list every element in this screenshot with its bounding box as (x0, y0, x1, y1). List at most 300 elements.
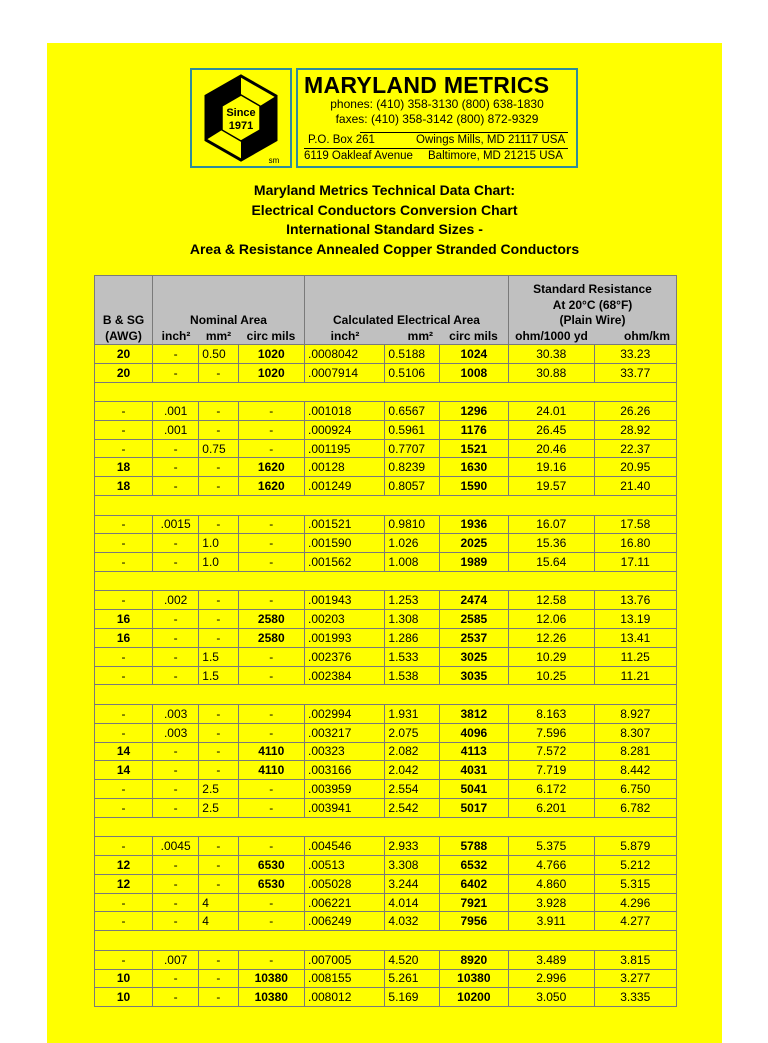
company-info (296, 68, 578, 168)
cell-nominal-mm2: - (199, 950, 238, 969)
cell-nominal-circ-mils: 1020 (238, 345, 304, 364)
cell-awg: - (95, 837, 153, 856)
cell-nominal-inch2: .003 (153, 704, 199, 723)
cell-nominal-inch2: - (153, 798, 199, 817)
cell-ohm-per-1000yd: 30.88 (509, 363, 595, 382)
header-nominal-area (153, 276, 305, 345)
cell-calc-inch2: .005028 (305, 874, 385, 893)
cell-calc-circ-mils: 5788 (439, 837, 508, 856)
cell-nominal-inch2: - (153, 893, 199, 912)
cell-nominal-inch2: - (153, 534, 199, 553)
cell-nominal-mm2: - (199, 363, 238, 382)
cell-calc-mm2: 1.538 (385, 666, 439, 685)
cell-nominal-circ-mils: - (238, 515, 304, 534)
cell-calc-mm2: 5.169 (385, 988, 439, 1007)
cell-awg: 14 (95, 742, 153, 761)
header-calculated-area-text: Calculated Electrical Area (333, 313, 480, 327)
cell-calc-circ-mils: 3812 (439, 704, 508, 723)
po-city: Owings Mills, MD 21117 USA (416, 134, 566, 146)
table-row (95, 629, 677, 648)
cell-calc-circ-mils: 8920 (439, 950, 508, 969)
cell-calc-inch2: .001018 (305, 402, 385, 421)
cell-ohm-per-1000yd: 4.766 (509, 856, 595, 875)
cell-awg: - (95, 591, 153, 610)
cell-calc-inch2: .002376 (305, 647, 385, 666)
cell-nominal-inch2: - (153, 761, 199, 780)
header-nominal-area-text: Nominal Area (190, 313, 267, 327)
cell-nominal-mm2: 0.75 (199, 439, 238, 458)
cell-calc-mm2: 0.6567 (385, 402, 439, 421)
cell-calc-circ-mils: 1936 (439, 515, 508, 534)
cell-calc-circ-mils: 1989 (439, 553, 508, 572)
cell-calc-mm2: 1.931 (385, 704, 439, 723)
conductor-table-body (95, 345, 677, 1007)
conductor-table (94, 275, 677, 1007)
cell-nominal-inch2: .0045 (153, 837, 199, 856)
cell-nominal-mm2: - (199, 742, 238, 761)
cell-ohm-per-km: 11.25 (594, 647, 677, 666)
cell-nominal-circ-mils: - (238, 402, 304, 421)
cell-nominal-mm2: - (199, 969, 238, 988)
cell-nominal-circ-mils: 10380 (238, 988, 304, 1007)
cell-calc-mm2: 4.520 (385, 950, 439, 969)
cell-ohm-per-km: 13.76 (594, 591, 677, 610)
cell-calc-inch2: .002994 (305, 704, 385, 723)
spacer-cell (95, 496, 677, 516)
table-row (95, 515, 677, 534)
cell-calc-inch2: .0008042 (305, 345, 385, 364)
cell-nominal-mm2: - (199, 988, 238, 1007)
table-row (95, 666, 677, 685)
cell-nominal-circ-mils: - (238, 553, 304, 572)
spacer-cell (95, 931, 677, 951)
cell-nominal-circ-mils: 2580 (238, 610, 304, 629)
cell-nominal-circ-mils: - (238, 912, 304, 931)
cell-awg: - (95, 893, 153, 912)
spacer-row (95, 817, 677, 837)
cell-awg: 20 (95, 363, 153, 382)
header-ohm-km: ohm/km (623, 328, 670, 343)
spacer-row (95, 685, 677, 705)
logo-emblem (190, 68, 292, 168)
cell-nominal-mm2: - (199, 761, 238, 780)
cell-nominal-mm2: - (199, 477, 238, 496)
cell-nominal-mm2: 1.0 (199, 553, 238, 572)
cell-nominal-mm2: 2.5 (199, 798, 238, 817)
logo-since-text: Since (226, 107, 256, 119)
cell-calc-circ-mils: 1296 (439, 402, 508, 421)
table-row (95, 363, 677, 382)
table-row (95, 950, 677, 969)
title-line-1: Maryland Metrics Technical Data Chart: (253, 182, 516, 198)
cell-awg: 16 (95, 629, 153, 648)
cell-ohm-per-km: 26.26 (594, 402, 677, 421)
cell-calc-mm2: 2.042 (385, 761, 439, 780)
cell-calc-circ-mils: 5041 (439, 780, 508, 799)
cell-nominal-circ-mils: - (238, 780, 304, 799)
cell-nominal-circ-mils: 6530 (238, 874, 304, 893)
cell-calc-inch2: .003959 (305, 780, 385, 799)
cell-nominal-mm2: - (199, 874, 238, 893)
cell-nominal-mm2: - (199, 458, 238, 477)
cell-nominal-inch2: - (153, 458, 199, 477)
cell-calc-inch2: .008155 (305, 969, 385, 988)
cell-calc-circ-mils: 10200 (439, 988, 508, 1007)
cell-nominal-circ-mils: 1620 (238, 477, 304, 496)
cell-ohm-per-1000yd: 12.26 (509, 629, 595, 648)
table-row (95, 647, 677, 666)
cell-calc-mm2: 4.014 (385, 893, 439, 912)
cell-awg: - (95, 950, 153, 969)
table-row (95, 742, 677, 761)
spacer-row (95, 931, 677, 951)
table-row (95, 893, 677, 912)
cell-nominal-inch2: - (153, 345, 199, 364)
cell-calc-circ-mils: 2474 (439, 591, 508, 610)
cell-calc-mm2: 2.075 (385, 723, 439, 742)
cell-calc-inch2: .00128 (305, 458, 385, 477)
cell-nominal-inch2: - (153, 780, 199, 799)
cell-nominal-circ-mils: 4110 (238, 761, 304, 780)
header-std-res-1: Standard Resistance (533, 282, 652, 296)
cell-calc-mm2: 0.7707 (385, 439, 439, 458)
cell-ohm-per-1000yd: 3.911 (509, 912, 595, 931)
cell-ohm-per-1000yd: 5.375 (509, 837, 595, 856)
cell-calc-circ-mils: 1024 (439, 345, 508, 364)
cell-calc-circ-mils: 2025 (439, 534, 508, 553)
cell-calc-circ-mils: 6402 (439, 874, 508, 893)
table-row (95, 458, 677, 477)
header-mm2: mm² (205, 328, 232, 343)
table-row (95, 988, 677, 1007)
cell-calc-inch2: .008012 (305, 988, 385, 1007)
cell-calc-circ-mils: 5017 (439, 798, 508, 817)
company-name: MARYLAND METRICS (304, 72, 550, 98)
cell-nominal-inch2: - (153, 666, 199, 685)
cell-ohm-per-1000yd: 12.58 (509, 591, 595, 610)
table-row (95, 723, 677, 742)
cell-ohm-per-1000yd: 7.596 (509, 723, 595, 742)
cell-ohm-per-km: 3.335 (594, 988, 677, 1007)
cell-calc-mm2: 0.8057 (385, 477, 439, 496)
cell-calc-mm2: 2.082 (385, 742, 439, 761)
cell-calc-mm2: 3.308 (385, 856, 439, 875)
cell-nominal-circ-mils: - (238, 666, 304, 685)
table-row (95, 874, 677, 893)
cell-awg: - (95, 798, 153, 817)
cell-nominal-inch2: - (153, 969, 199, 988)
cell-calc-inch2: .002384 (305, 666, 385, 685)
cell-calc-inch2: .0007914 (305, 363, 385, 382)
table-row (95, 610, 677, 629)
header-awg-text: (AWG) (105, 328, 142, 343)
cell-calc-mm2: 1.026 (385, 534, 439, 553)
cell-nominal-mm2: - (199, 591, 238, 610)
cell-nominal-inch2: - (153, 553, 199, 572)
cell-awg: 10 (95, 969, 153, 988)
table-row (95, 534, 677, 553)
cell-ohm-per-1000yd: 4.860 (509, 874, 595, 893)
table-row (95, 912, 677, 931)
cell-ohm-per-1000yd: 30.38 (509, 345, 595, 364)
cell-ohm-per-km: 21.40 (594, 477, 677, 496)
cell-ohm-per-km: 5.879 (594, 837, 677, 856)
cell-ohm-per-km: 6.750 (594, 780, 677, 799)
cell-calc-inch2: .001195 (305, 439, 385, 458)
cell-nominal-circ-mils: 10380 (238, 969, 304, 988)
cell-ohm-per-1000yd: 20.46 (509, 439, 595, 458)
cell-ohm-per-1000yd: 2.996 (509, 969, 595, 988)
cell-calc-mm2: 2.933 (385, 837, 439, 856)
cell-calc-inch2: .001562 (305, 553, 385, 572)
cell-ohm-per-1000yd: 6.201 (509, 798, 595, 817)
cell-awg: - (95, 666, 153, 685)
cell-ohm-per-km: 13.19 (594, 610, 677, 629)
cell-nominal-mm2: - (199, 704, 238, 723)
cell-calc-mm2: 1.533 (385, 647, 439, 666)
cell-nominal-inch2: .001 (153, 420, 199, 439)
header-calc-mm2: mm² (407, 328, 433, 343)
cell-nominal-circ-mils: - (238, 837, 304, 856)
cell-calc-circ-mils: 1521 (439, 439, 508, 458)
table-row (95, 591, 677, 610)
cell-calc-mm2: 0.5961 (385, 420, 439, 439)
cell-nominal-circ-mils: - (238, 798, 304, 817)
cell-nominal-mm2: - (199, 629, 238, 648)
cell-ohm-per-km: 5.212 (594, 856, 677, 875)
cell-calc-mm2: 1.008 (385, 553, 439, 572)
cell-nominal-inch2: - (153, 874, 199, 893)
cell-ohm-per-1000yd: 3.928 (509, 893, 595, 912)
cell-nominal-mm2: 4 (199, 912, 238, 931)
cell-awg: - (95, 780, 153, 799)
cell-awg: 12 (95, 874, 153, 893)
cell-nominal-inch2: - (153, 647, 199, 666)
cell-ohm-per-km: 4.296 (594, 893, 677, 912)
cell-nominal-circ-mils: 6530 (238, 856, 304, 875)
cell-calc-inch2: .001943 (305, 591, 385, 610)
cell-calc-circ-mils: 1008 (439, 363, 508, 382)
cell-awg: 16 (95, 610, 153, 629)
cell-calc-inch2: .00513 (305, 856, 385, 875)
cell-calc-mm2: 0.8239 (385, 458, 439, 477)
cell-awg: - (95, 439, 153, 458)
header-calc-inch2: inch² (330, 328, 360, 343)
cell-calc-inch2: .000924 (305, 420, 385, 439)
table-row (95, 856, 677, 875)
cell-ohm-per-km: 3.277 (594, 969, 677, 988)
cell-calc-inch2: .006221 (305, 893, 385, 912)
cell-ohm-per-1000yd: 15.36 (509, 534, 595, 553)
cell-awg: - (95, 420, 153, 439)
title-line-2: Electrical Conductors Conversion Chart (251, 201, 518, 218)
cell-calc-mm2: 2.542 (385, 798, 439, 817)
cell-calc-inch2: .001993 (305, 629, 385, 648)
cell-calc-mm2: 0.5188 (385, 345, 439, 364)
cell-ohm-per-km: 22.37 (594, 439, 677, 458)
cell-ohm-per-km: 4.277 (594, 912, 677, 931)
po-box: P.O. Box 261 (308, 134, 375, 146)
spacer-cell (95, 571, 677, 591)
cell-nominal-mm2: - (199, 515, 238, 534)
cell-ohm-per-km: 16.80 (594, 534, 677, 553)
cell-calc-inch2: .00323 (305, 742, 385, 761)
cell-calc-circ-mils: 1630 (439, 458, 508, 477)
spacer-cell (95, 817, 677, 837)
cell-awg: - (95, 534, 153, 553)
cell-nominal-inch2: - (153, 742, 199, 761)
cell-nominal-inch2: .0015 (153, 515, 199, 534)
cell-ohm-per-1000yd: 19.57 (509, 477, 595, 496)
cell-nominal-circ-mils: 4110 (238, 742, 304, 761)
spacer-cell (95, 685, 677, 705)
table-row (95, 553, 677, 572)
table-row (95, 761, 677, 780)
cell-ohm-per-km: 17.58 (594, 515, 677, 534)
cell-calc-mm2: 2.554 (385, 780, 439, 799)
cell-nominal-circ-mils: - (238, 704, 304, 723)
cell-ohm-per-km: 5.315 (594, 874, 677, 893)
cell-nominal-mm2: 1.5 (199, 666, 238, 685)
cell-calc-circ-mils: 2585 (439, 610, 508, 629)
data-sheet-page (47, 43, 722, 1043)
cell-ohm-per-km: 3.815 (594, 950, 677, 969)
cell-nominal-circ-mils: 1020 (238, 363, 304, 382)
cell-ohm-per-1000yd: 8.163 (509, 704, 595, 723)
cell-calc-inch2: .006249 (305, 912, 385, 931)
header-std-res-2: At 20°C (68°F) (552, 297, 633, 312)
spacer-cell (95, 382, 677, 402)
cell-calc-mm2: 0.5106 (385, 363, 439, 382)
cell-awg: 20 (95, 345, 153, 364)
cell-ohm-per-km: 11.21 (594, 666, 677, 685)
cell-nominal-mm2: 1.0 (199, 534, 238, 553)
cell-calc-circ-mils: 3025 (439, 647, 508, 666)
faxes-line: faxes: (410) 358-3142 (800) 872-9329 (335, 112, 539, 126)
cell-ohm-per-1000yd: 12.06 (509, 610, 595, 629)
cell-awg: - (95, 723, 153, 742)
cell-nominal-circ-mils: - (238, 591, 304, 610)
address-divider-2 (304, 148, 568, 149)
cell-calc-inch2: .003166 (305, 761, 385, 780)
cell-nominal-mm2: - (199, 856, 238, 875)
table-row (95, 837, 677, 856)
cell-ohm-per-km: 28.92 (594, 420, 677, 439)
cell-ohm-per-1000yd: 7.719 (509, 761, 595, 780)
cell-ohm-per-1000yd: 15.64 (509, 553, 595, 572)
cell-calc-inch2: .003217 (305, 723, 385, 742)
cell-calc-inch2: .007005 (305, 950, 385, 969)
cell-calc-mm2: 5.261 (385, 969, 439, 988)
cell-nominal-circ-mils: - (238, 534, 304, 553)
cell-calc-inch2: .00203 (305, 610, 385, 629)
header-bsg-text: B & SG (102, 313, 145, 327)
company-logo-block (190, 68, 578, 168)
spacer-row (95, 382, 677, 402)
cell-ohm-per-1000yd: 6.172 (509, 780, 595, 799)
table-row (95, 798, 677, 817)
cell-nominal-mm2: 1.5 (199, 647, 238, 666)
table-row (95, 345, 677, 364)
cell-ohm-per-km: 6.782 (594, 798, 677, 817)
cell-awg: 18 (95, 458, 153, 477)
cell-calc-circ-mils: 4113 (439, 742, 508, 761)
cell-nominal-circ-mils: - (238, 420, 304, 439)
cell-nominal-inch2: - (153, 610, 199, 629)
cell-nominal-circ-mils: 2580 (238, 629, 304, 648)
cell-ohm-per-1000yd: 26.45 (509, 420, 595, 439)
header-std-res-3: (Plain Wire) (559, 313, 626, 327)
cell-calc-circ-mils: 1176 (439, 420, 508, 439)
cell-ohm-per-km: 8.307 (594, 723, 677, 742)
cell-calc-mm2: 4.032 (385, 912, 439, 931)
cell-calc-circ-mils: 1590 (439, 477, 508, 496)
header-ohm-yd: ohm/1000 yd (515, 328, 588, 343)
cell-nominal-inch2: - (153, 988, 199, 1007)
cell-calc-inch2: .003941 (305, 798, 385, 817)
table-row (95, 402, 677, 421)
cell-nominal-inch2: - (153, 912, 199, 931)
title-line-4: Area & Resistance Annealed Copper Stranded Conductors (189, 240, 580, 257)
cell-calc-circ-mils: 7956 (439, 912, 508, 931)
cell-nominal-inch2: .001 (153, 402, 199, 421)
cell-awg: 12 (95, 856, 153, 875)
cell-ohm-per-km: 13.41 (594, 629, 677, 648)
title-line-3: International Standard Sizes - (286, 221, 483, 237)
cell-calc-mm2: 1.308 (385, 610, 439, 629)
cell-ohm-per-1000yd: 7.572 (509, 742, 595, 761)
street-address: 6119 Oakleaf Avenue (304, 150, 413, 162)
header-calculated-area (305, 276, 509, 345)
cell-nominal-inch2: - (153, 477, 199, 496)
cell-calc-inch2: .001590 (305, 534, 385, 553)
spacer-row (95, 496, 677, 516)
cell-nominal-circ-mils: - (238, 647, 304, 666)
chart-titles (47, 181, 722, 259)
cell-calc-circ-mils: 2537 (439, 629, 508, 648)
header-standard-resistance (509, 276, 677, 345)
cell-nominal-inch2: - (153, 856, 199, 875)
cell-ohm-per-km: 8.927 (594, 704, 677, 723)
logo-sm-text: sm (268, 156, 280, 165)
table-row (95, 439, 677, 458)
cell-nominal-mm2: 0.50 (199, 345, 238, 364)
cell-calc-circ-mils: 6532 (439, 856, 508, 875)
cell-nominal-mm2: - (199, 402, 238, 421)
table-row (95, 477, 677, 496)
cell-nominal-circ-mils: - (238, 439, 304, 458)
cell-ohm-per-1000yd: 10.29 (509, 647, 595, 666)
header-awg (95, 276, 153, 345)
cell-nominal-inch2: - (153, 363, 199, 382)
cell-ohm-per-km: 8.281 (594, 742, 677, 761)
cell-calc-circ-mils: 10380 (439, 969, 508, 988)
address-divider (360, 132, 568, 133)
cell-nominal-inch2: .002 (153, 591, 199, 610)
cell-nominal-circ-mils: 1620 (238, 458, 304, 477)
cell-ohm-per-1000yd: 3.489 (509, 950, 595, 969)
cell-nominal-inch2: - (153, 629, 199, 648)
table-row (95, 780, 677, 799)
logo-year-text: 1971 (228, 120, 254, 132)
cell-calc-mm2: 0.9810 (385, 515, 439, 534)
cell-calc-circ-mils: 7921 (439, 893, 508, 912)
cell-nominal-inch2: - (153, 439, 199, 458)
street-city: Baltimore, MD 21215 USA (428, 150, 563, 162)
cell-ohm-per-km: 8.442 (594, 761, 677, 780)
cell-ohm-per-1000yd: 24.01 (509, 402, 595, 421)
cell-calc-mm2: 3.244 (385, 874, 439, 893)
